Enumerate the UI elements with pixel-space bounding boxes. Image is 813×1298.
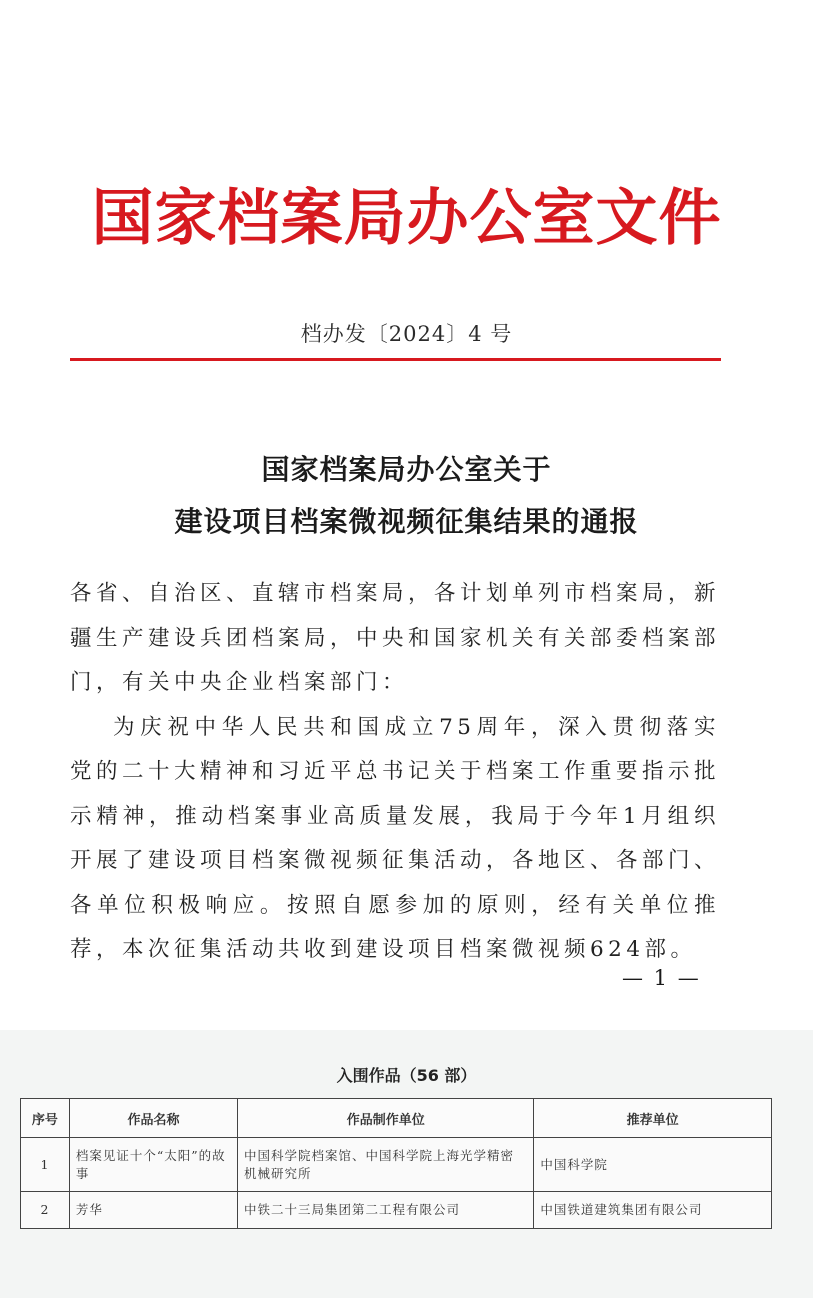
body-paragraph-1: 为庆祝中华人民共和国成立75周年，深入贯彻落实党的二十大精神和习近平总书记关于档案工作重要指示批示精神，推动档案事业高质量发展，我局于今年1月组织开展了建设项目档案微视频征集活动，各地区、各部门、各单位积极响应。按照自愿参加的原则，经有关单位推荐，本次征集活动共收到建设项目档案微视频624部。 (70, 714, 721, 962)
producing-unit: 中铁二十三局集团第二工程有限公司 (238, 1192, 534, 1229)
page-number: — 1 — (622, 966, 701, 990)
work-name: 芳华 (69, 1192, 237, 1229)
column-header-no: 序号 (21, 1099, 70, 1138)
column-header-recommender: 推荐单位 (534, 1099, 772, 1138)
recommending-unit: 中国铁道建筑集团有限公司 (534, 1192, 772, 1229)
producing-unit: 中国科学院档案馆、中国科学院上海光学精密机械研究所 (238, 1138, 534, 1192)
row-number: 2 (21, 1192, 70, 1229)
document-number: 档办发〔2024〕4 号 (300, 322, 513, 346)
notice-body (70, 572, 720, 973)
table-header-row (21, 1099, 772, 1138)
column-header-name: 作品名称 (69, 1099, 237, 1138)
column-header-unit: 作品制作单位 (238, 1099, 534, 1138)
recommending-unit: 中国科学院 (534, 1138, 772, 1192)
notice-title-line-2: 建设项目档案微视频征集结果的通报 (174, 505, 639, 538)
addressee-paragraph: 各省、自治区、直辖市档案局，各计划单列市档案局，新疆生产建设兵团档案局，中央和国家机关有关部委档案部门，有关中央企业档案部门： (70, 581, 721, 695)
notice-title-line-1: 国家档案局办公室关于 (261, 453, 552, 486)
annex-table (20, 1098, 772, 1229)
table-row (21, 1192, 772, 1229)
row-number: 1 (21, 1138, 70, 1192)
document-header-title: 国家档案局办公室文件 (91, 181, 722, 254)
annex-title: 入围作品（56 部） (336, 1066, 477, 1085)
work-name: 档案见证十个“太阳”的故事 (69, 1138, 237, 1192)
red-divider-line (70, 358, 721, 361)
table-row (21, 1138, 772, 1192)
